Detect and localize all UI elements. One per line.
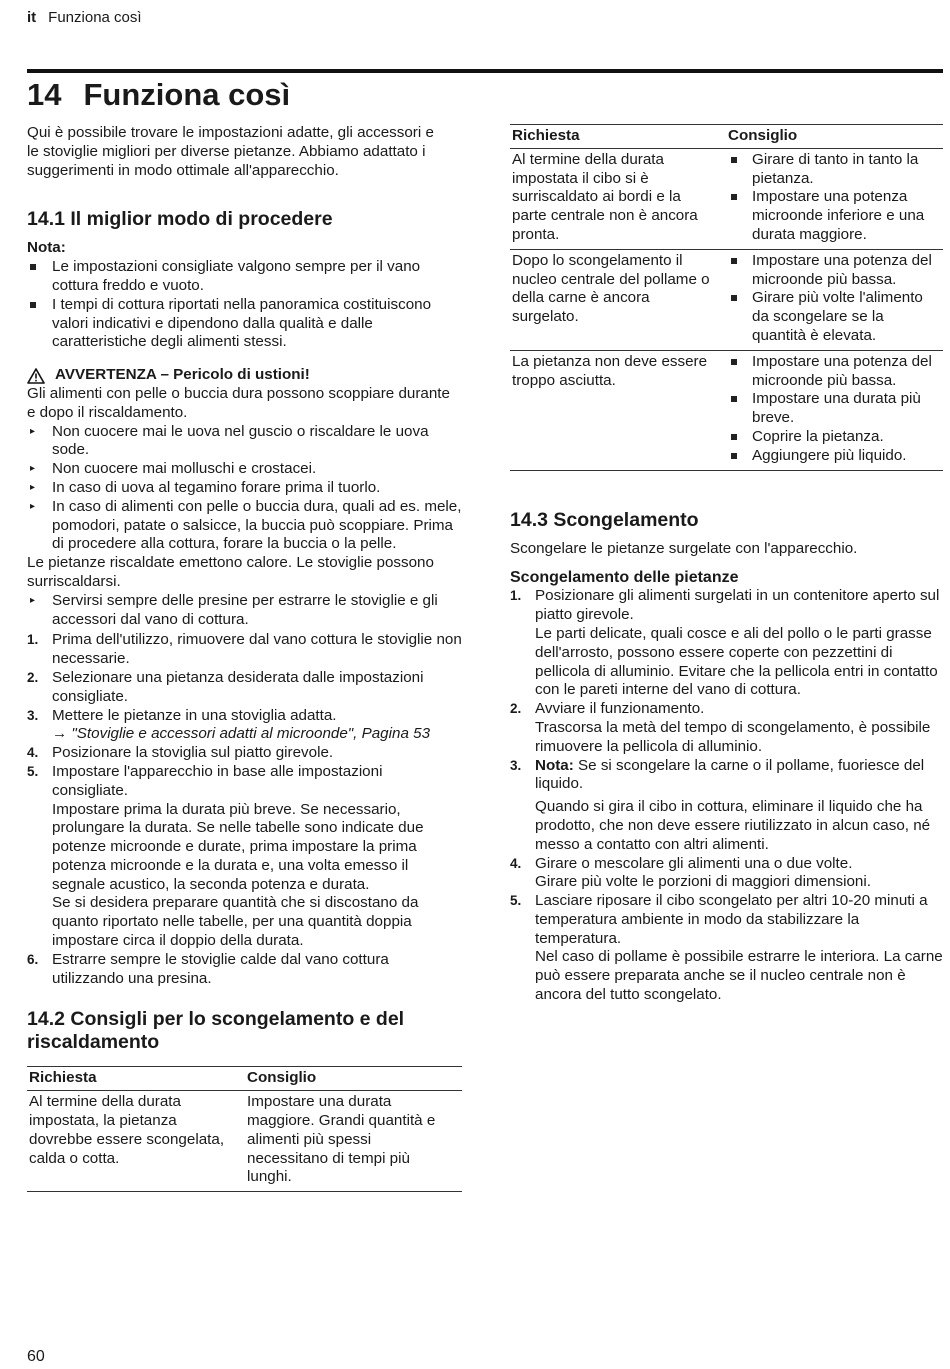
header-title: Funziona così: [48, 9, 142, 26]
tips-table-part-1: [27, 1066, 462, 1192]
warning-list: [27, 423, 462, 555]
list-item: Impostare una potenza del microonde più bassa.: [728, 353, 935, 391]
list-item: ▸ In caso di uova al tegamino forare prima il tuorlo.: [30, 478, 381, 496]
table-cell: Al termine della durata impostata, la pietanza dovrebbe essere scongelata, calda o cotta.: [27, 1091, 245, 1192]
nota-list: [27, 258, 462, 352]
list-item: Girare più volte l'alimento da scongelare se la quantità è elevata.: [728, 289, 935, 345]
table-row: [510, 249, 943, 350]
step-item: 2. Avviare il funzionamento. Trascorsa la metà del tempo di scongelamento, è possibile rimuovere la pellicola di alluminio.: [510, 700, 943, 756]
table-row: [510, 148, 943, 249]
nota-label: Nota:: [27, 239, 66, 257]
warning-title: AVVERTENZA – Pericolo di ustioni!: [55, 366, 310, 384]
step-item: 4. Girare o mescolare gli alimenti una o due volte. Girare più volte le porzioni di maggiori dimensioni.: [510, 855, 943, 893]
warning-text: Le pietanze riscaldate emettono calore. Le stoviglie possono surriscaldarsi.: [27, 554, 434, 590]
list-item: Impostare una potenza microonde inferiore e una durata maggiore.: [728, 188, 935, 244]
step-detail: Impostare prima la durata più breve. Se necessario, prolungare la durata. Se nelle tabelle sono indicate due potenze microonde e durate, prima impostare la prima potenza microonde e la durata e, una volta emesso il segnale acustico, la seconda potenza e durata.: [52, 800, 424, 893]
warning-heading: [27, 366, 462, 385]
list-item: Le impostazioni consigliate valgono sempre per il vano cottura freddo e vuoto.: [27, 258, 462, 296]
step-item: 1. Posizionare gli alimenti surgelati in un contenitore aperto sul piatto girevole. Le parti delicate, quali cosce e ali del pollo o le parti grasse dell'arrosto, possono essere coperte con pezzettini di pellicola di alluminio. Evitare che la pellicola entri in contatto con le pareti interne del vano di cottura.: [510, 587, 943, 700]
step-item: 3. Mettere le pietanze in una stoviglia adatta. → "Stoviglie e accessori adatti al microonde", Pagina 53: [27, 706, 431, 743]
step-detail: Trascorsa la metà del tempo di scongelamento, è possibile rimuovere la pellicola di alluminio.: [535, 718, 931, 755]
defrost-steps-list: [510, 587, 943, 1005]
table-row: [510, 350, 943, 470]
list-item: Coprire la pietanza.: [728, 428, 935, 447]
table-cell: Dopo lo scongelamento il nucleo centrale del pollame o della carne è ancora surgelato.: [510, 249, 726, 350]
running-header: [27, 9, 142, 28]
table-cell: [726, 249, 943, 350]
page-number: 60: [27, 1348, 45, 1365]
warning-triangle-icon: [27, 368, 45, 384]
list-item: ▸ Non cuocere mai le uova nel guscio o riscaldare le uova sode.: [30, 422, 429, 459]
step-detail: Se si desidera preparare quantità che si discostano da quanto riportato nelle tabelle, per una quantità doppia impostare circa il doppio della durata.: [52, 894, 419, 950]
step-item: 5. Lasciare riposare il cibo scongelato per altri 10-20 minuti a temperatura ambiente in modo da stabilizzare la temperatura. Nel caso di pollame è possibile estrarre le interiora. La carne può essere preparata anche se il nucleo centrale non è ancora del tutto scongelato.: [510, 892, 943, 1004]
column-header: Richiesta: [27, 1067, 245, 1091]
table-cell: Impostare una durata maggiore. Grandi quantità e alimenti più spessi necessitano di tempi più lunghi.: [245, 1091, 462, 1192]
table-cell: [726, 350, 943, 470]
step-item: 5. Impostare l'apparecchio in base alle impostazioni consigliate. Impostare prima la durata più breve. Se necessario, prolungare la durata. Se nelle tabelle sono indicate due potenze microonde e durate, prima impostare la prima potenza microonde e la durata e, una volta emesso il segnale acustico, la seconda potenza e durata. Se si desidera preparare quantità che si discostano da quanto riportato nelle tabelle, per una quantità doppia impostare circa il doppio della durata.: [27, 763, 462, 951]
list-item: I tempi di cottura riportati nella panoramica costituiscono valori indicativi e dipendono dalla qualità e dalle caratteristiche degli alimenti stessi.: [27, 296, 462, 352]
step-item: 1. Prima dell'utilizzo, rimuovere dal vano cottura le stoviglie non necessarie.: [27, 631, 462, 668]
list-item: Impostare una durata più breve.: [728, 390, 935, 428]
list-item: ▸ In caso di alimenti con pelle o buccia dura, quali ad es. mele, pomodori, patate o salsicce, la buccia può scoppiare. Prima di procedere alla cottura, forare la buccia o la pelle.: [30, 497, 462, 553]
section-intro: Scongelare le pietanze surgelate con l'apparecchio.: [510, 539, 858, 557]
table-row: [27, 1091, 462, 1192]
table-cell: Al termine della durata impostata il cibo si è surriscaldato ai bordi e la parte centrale non è ancora pronta.: [510, 148, 726, 249]
section-14-3-title: 14.3 Scongelamento: [510, 508, 699, 531]
column-header: Consiglio: [726, 125, 943, 149]
tips-table-part-2: [510, 124, 943, 471]
step-item: 2. Selezionare una pietanza desiderata dalle impostazioni consigliate.: [27, 668, 424, 705]
top-rule: [27, 69, 943, 73]
step-detail: Girare più volte le porzioni di maggiori dimensioni.: [535, 873, 871, 891]
cross-reference: → "Stoviglie e accessori adatti al microonde", Pagina 53: [52, 725, 431, 743]
step-detail: Le parti delicate, quali cosce e ali del pollo o le parti grasse dell'arrosto, possono essere coperte con pezzettini di pellicola di alluminio. Evitare che la pellicola entri in contatto con le pareti interne del vano di cottura.: [535, 624, 938, 699]
section-14-2-title: 14.2 Consigli per lo scongelamento e del riscaldamento: [27, 1008, 405, 1054]
steps-list: [27, 631, 462, 988]
right-column: [510, 124, 943, 1005]
table-cell: La pietanza non deve essere troppo asciutta.: [510, 350, 726, 470]
table-cell: [726, 148, 943, 249]
chapter-number: 14: [27, 77, 62, 112]
warning-text: Gli alimenti con pelle o buccia dura possono scoppiare durante e dopo il riscaldamento.: [27, 384, 450, 421]
step-item: 3. Nota: Se si scongelare la carne o il pollame, fuoriesce del liquido. Quando si gira il cibo in cottura, eliminare il liquido che ha prodotto, che non deve essere riutilizzato in alcun caso, né messo a contatto con altri alimenti.: [510, 757, 943, 855]
warning-list: [27, 592, 462, 630]
step-item: 6. Estrarre sempre le stoviglie calde dal vano cottura utilizzando una presina.: [27, 950, 389, 987]
step-detail: Quando si gira il cibo in cottura, eliminare il liquido che ha prodotto, che non deve essere riutilizzato in alcun caso, né messo a contatto con altri alimenti.: [535, 798, 931, 853]
column-header: Consiglio: [245, 1067, 462, 1091]
language-code: it: [27, 9, 37, 26]
nota-label: Nota:: [535, 756, 574, 774]
chapter-title-text: Funziona così: [83, 77, 291, 112]
column-header: Richiesta: [510, 125, 726, 149]
section-14-1-title: 14.1 Il miglior modo di procedere: [27, 208, 333, 231]
intro-paragraph: Qui è possibile trovare le impostazioni adatte, gli accessori e le stoviglie migliori per diverse pietanze. Abbiamo adattato i suggerimenti in modo ottimale all'apparecchio.: [27, 124, 434, 179]
list-item: ▸ Non cuocere mai molluschi e crostacei.: [30, 460, 317, 478]
list-item: Impostare una potenza del microonde più bassa.: [728, 252, 935, 290]
list-item: ▸ Servirsi sempre delle presine per estrarre le stoviglie e gli accessori dal vano di cottura.: [30, 591, 438, 628]
step-detail: Nel caso di pollame è possibile estrarre le interiora. La carne può essere preparata anche se il nucleo centrale non è ancora del tutto scongelato.: [535, 948, 943, 1004]
list-item: Aggiungere più liquido.: [728, 447, 935, 466]
list-item: Girare di tanto in tanto la pietanza.: [728, 151, 935, 189]
chapter-title: [27, 76, 290, 114]
subsection-title: Scongelamento delle pietanze: [510, 569, 739, 587]
left-column: [27, 124, 462, 1192]
step-item: 4. Posizionare la stoviglia sul piatto girevole.: [27, 744, 334, 762]
